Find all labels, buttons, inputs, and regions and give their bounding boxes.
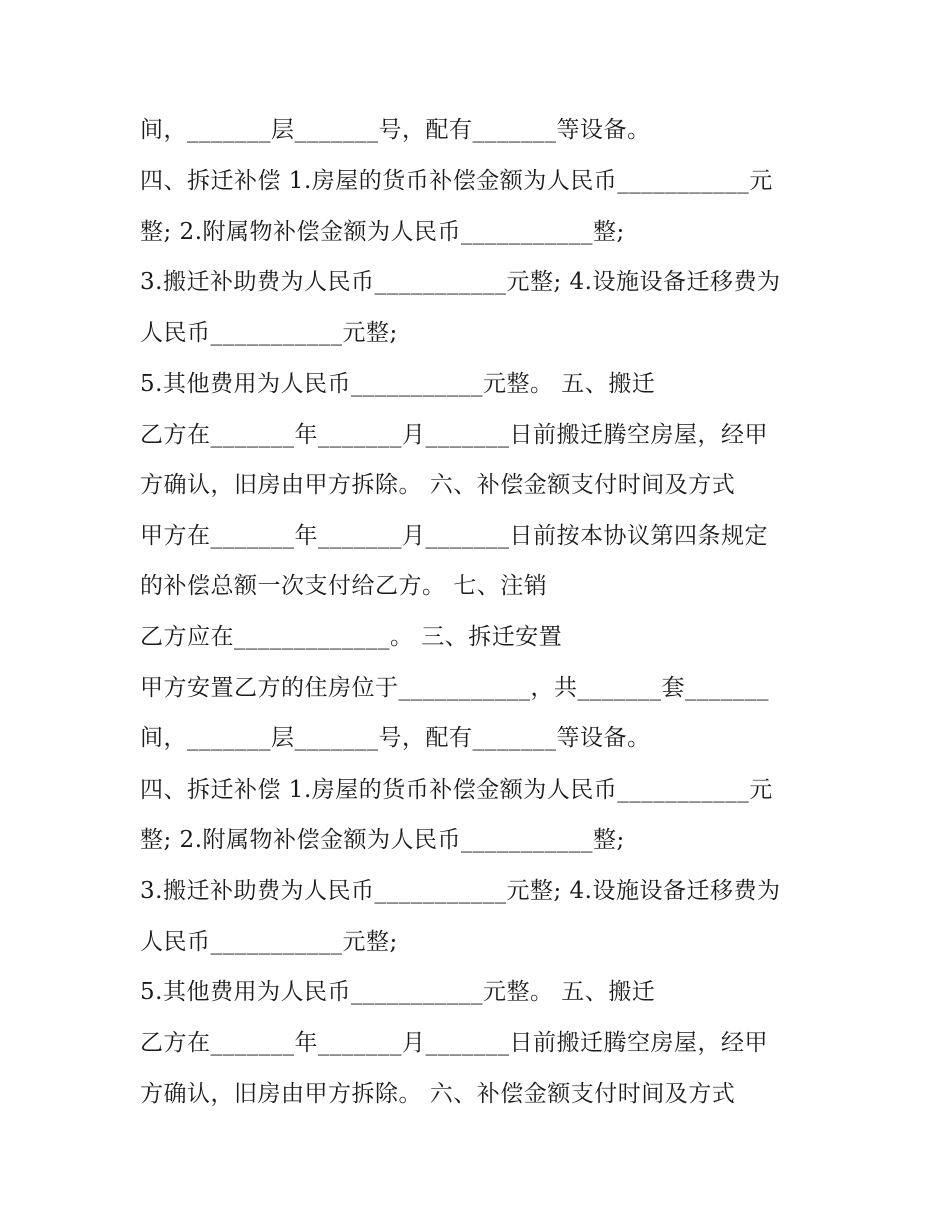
text-line: 3.搬迁补助费为人民币___________元整; 4.设施设备迁移费为 [140,269,781,295]
text-line: 5.其他费用为人民币___________元整。 五、搬迁 [140,979,656,1005]
text-line: 的补偿总额一次支付给乙方。 七、注销 [140,573,548,599]
text-line: 方确认，旧房由甲方拆除。 六、补偿金额支付时间及方式 [140,1081,736,1107]
text-line: 乙方应在_____________。 三、拆迁安置 [140,624,563,650]
text-line: 整; 2.附属物补偿金额为人民币___________整; [140,827,625,853]
text-line: 甲方安置乙方的住房位于___________，共_______套_______ [140,675,769,701]
text-line: 方确认，旧房由甲方拆除。 六、补偿金额支付时间及方式 [140,472,736,498]
text-line: 间，_______层_______号，配有_______等设备。 [140,117,651,143]
text-line: 甲方在_______年_______月_______日前按本协议第四条规定 [140,523,768,549]
text-line: 四、拆迁补偿 1.房屋的货币补偿金额为人民币___________元 [140,777,773,803]
text-line: 乙方在_______年_______月_______日前搬迁腾空房屋，经甲 [140,1030,768,1056]
text-line: 乙方在_______年_______月_______日前搬迁腾空房屋，经甲 [140,422,768,448]
text-line: 四、拆迁补偿 1.房屋的货币补偿金额为人民币___________元 [140,168,773,194]
text-line: 整; 2.附属物补偿金额为人民币___________整; [140,219,625,245]
text-line: 人民币___________元整; [140,929,398,955]
text-line: 5.其他费用为人民币___________元整。 五、搬迁 [140,371,656,397]
text-line: 人民币___________元整; [140,320,398,346]
text-line: 间，_______层_______号，配有_______等设备。 [140,725,651,751]
text-line: 3.搬迁补助费为人民币___________元整; 4.设施设备迁移费为 [140,878,781,904]
